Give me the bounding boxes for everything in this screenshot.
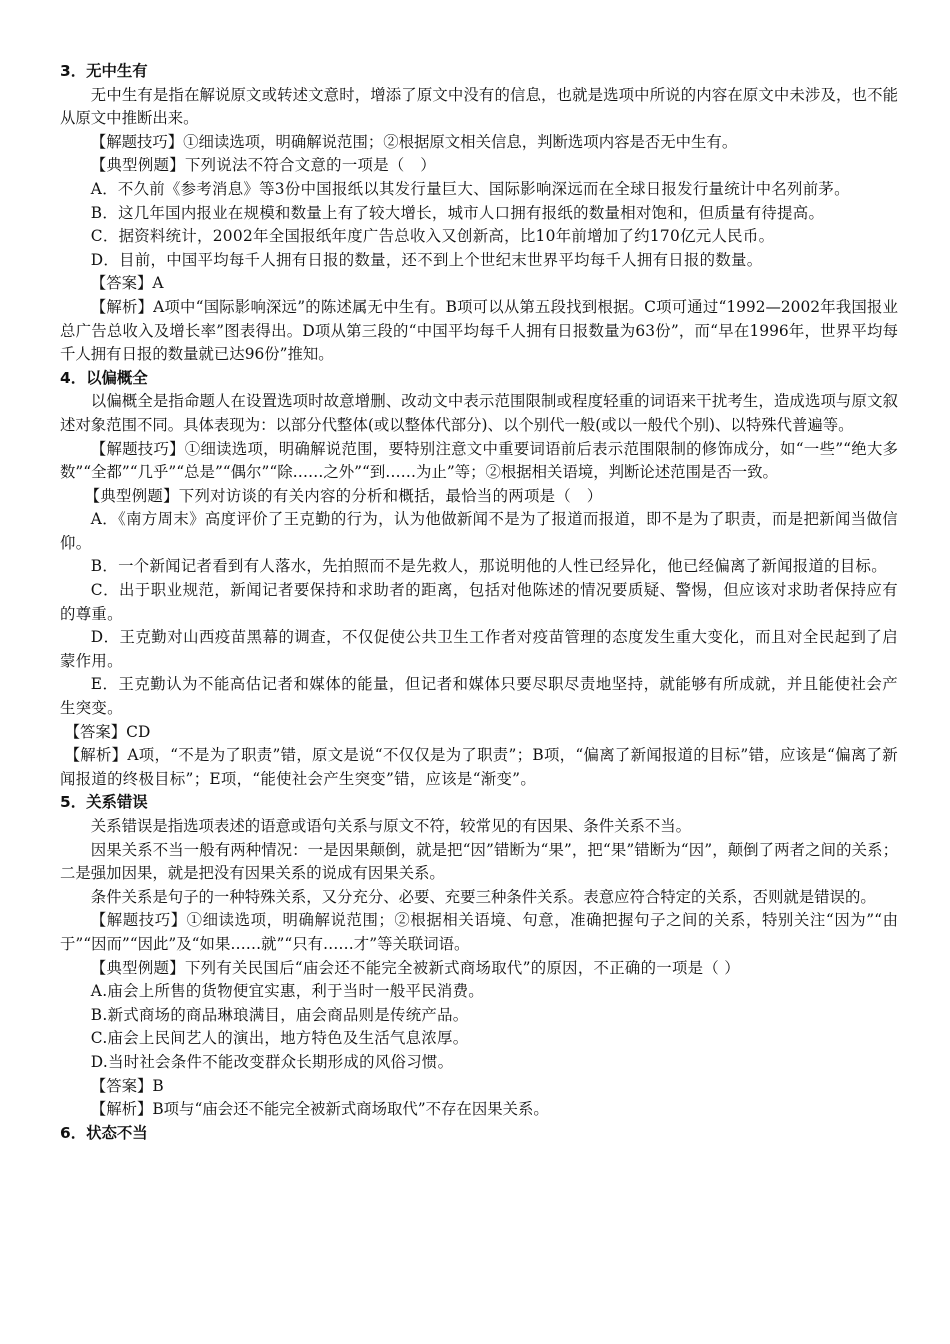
- analysis-paragraph: 【解析】B项与“庙会还不能完全被新式商场取代”不存在因果关系。: [90, 1100, 549, 1119]
- option-item: A．不久前《参考消息》等3份中国报纸以其发行量巨大、国际影响深远而在全球日报发行量统计中名列前茅。: [90, 179, 850, 198]
- example-prompt: 【典型例题】下列说法不符合文意的一项是（ ）: [90, 156, 436, 175]
- tip-paragraph: 【解题技巧】①细读选项，明确解说范围，要特别注意文中重要词语前后表示范围限制的修饰成分，如“一些”“绝大多数”“全都”“几乎”“总是”“偶尔”“除……之外”“到……为止”等；②根据相关语境，判断论述范围是否一致。: [60, 439, 898, 482]
- section-heading: 5．关系错误: [60, 793, 148, 812]
- option-item: D.当时社会条件不能改变群众长期形成的风俗习惯。: [90, 1052, 454, 1071]
- option-item: B．一个新闻记者看到有人落水，先拍照而不是先救人，那说明他的人性已经异化，他已经偏离了新闻报道的目标。: [90, 557, 887, 576]
- analysis-paragraph: 【解析】A项中“国际影响深远”的陈述属无中生有。B项可以从第五段找到根据。C项可通过“1992—2002年我国报业总广告总收入及增长率”图表得出。D项从第三段的“中国平均每千人拥有日报数量为63份”，而“早在1996年，世界平均每千人拥有日报的数量就已达96份”推知。: [60, 297, 898, 364]
- option-item: B．这几年国内报业在规模和数量上有了较大增长，城市人口拥有报纸的数量相对饱和，但质量有待提高。: [90, 203, 825, 222]
- option-item: C．据资料统计，2002年全国报纸年度广告总收入又创新高，比10年前增加了约170亿元人民币。: [90, 227, 775, 246]
- option-item: C.庙会上民间艺人的演出，地方特色及生活气息浓厚。: [90, 1029, 469, 1048]
- tip-paragraph: 【解题技巧】①细读选项，明确解说范围；②根据相关语境、句意，准确把握句子之间的关系，特别关注“因为”“由于”“因而”“因此”及“如果……就”“只有……才”等关联词语。: [60, 911, 898, 953]
- paragraph: 关系错误是指选项表述的语意或语句关系与原文不符，较常见的有因果、条件关系不当。: [90, 817, 692, 835]
- option-item: E．王克勤认为不能高估记者和媒体的能量，但记者和媒体只要尽职尽责地坚持，就能够有所成就，并且能使社会产生突变。: [60, 675, 898, 718]
- analysis-paragraph: 【解析】A项，“不是为了职责”错，原文是说“不仅仅是为了职责”；B项，“偏离了新闻报道的目标”错，应该是“偏离了新闻报道的终极目标”；E项，“能使社会产生突变”错，应该是“渐变”。: [60, 746, 898, 788]
- option-item: A．《南方周末》高度评价了王克勤的行为，认为他做新闻不是为了报道而报道，即不是为了职责，而是把新闻当做信仰。: [60, 510, 898, 552]
- answer-label: 【答案】CD: [64, 722, 151, 741]
- paragraph: 无中生有是指在解说原文或转述文意时，增添了原文中没有的信息，也就是选项中所说的内容在原文中未涉及，也不能从原文中推断出来。: [60, 85, 898, 128]
- section-heading: 4．以偏概全: [60, 368, 148, 387]
- option-item: A.庙会上所售的货物便宜实惠，利于当时一般平民消费。: [90, 982, 484, 1001]
- option-item: D．王克勤对山西疫苗黑幕的调查，不仅促使公共卫生工作者对疫苗管理的态度发生重大变化，而且对全民起到了启蒙作用。: [60, 628, 898, 670]
- paragraph: 以偏概全是指命题人在设置选项时故意增删、改动文中表示范围限制或程度轻重的词语来干扰考生，造成选项与原文叙述对象范围不同。具体表现为：以部分代整体(或以整体代部分)、以个别代一般(或以一般代个别)、以特殊代普遍等。: [60, 392, 898, 434]
- tip-paragraph: 【解题技巧】①细读选项，明确解说范围；②根据原文相关信息，判断选项内容是否无中生有。: [90, 132, 738, 151]
- answer-label: 【答案】B: [90, 1076, 164, 1095]
- option-item: D．目前，中国平均每千人拥有日报的数量，还不到上个世纪末世界平均每千人拥有日报的数量。: [90, 250, 763, 269]
- example-prompt: 【典型例题】下列有关民国后“庙会还不能完全被新式商场取代”的原因，不正确的一项是（ ）: [90, 958, 740, 977]
- option-item: B.新式商场的商品琳琅满目，庙会商品则是传统产品。: [90, 1005, 469, 1024]
- example-prompt: 【典型例题】下列对访谈的有关内容的分析和概括，最恰当的两项是（ ）: [84, 486, 603, 505]
- section-heading: 3．无中生有: [60, 62, 148, 80]
- option-item: C．出于职业规范，新闻记者要保持和求助者的距离，包括对他陈述的情况要质疑、警惕，但应该对求助者保持应有的尊重。: [60, 581, 898, 623]
- paragraph: 因果关系不当一般有两种情况：一是因果颠倒，就是把“因”错断为“果”，把“果”错断为“因”，颠倒了两者之间的关系；二是强加因果，就是把没有因果关系的说成有因果关系。: [60, 840, 898, 883]
- paragraph: 条件关系是句子的一种特殊关系，又分充分、必要、充要三种条件关系。表意应符合特定的关系，否则就是错误的。: [90, 887, 876, 906]
- answer-label: 【答案】A: [90, 274, 164, 293]
- section-heading: 6．状态不当: [60, 1123, 148, 1142]
